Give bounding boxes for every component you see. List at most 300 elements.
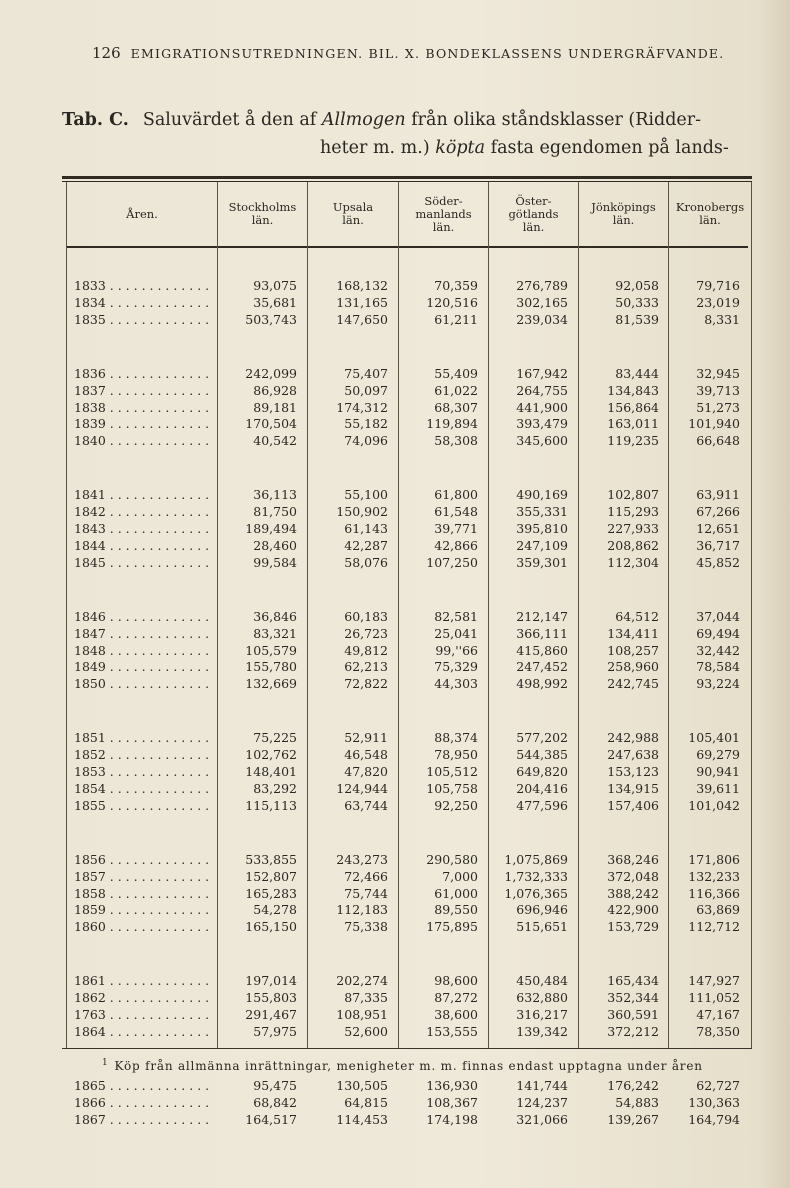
leader-dots: . . . . . . . . . . . . . — [105, 764, 210, 779]
cell-jonkopings: 134,411 — [607, 625, 659, 641]
leader-dots: . . . . . . . . . . . . . — [105, 919, 210, 935]
cell-jonkopings: 81,539 — [615, 311, 659, 327]
cell-ostergotlands: 490,169 — [516, 487, 568, 503]
cell-jonkopings: 92,058 — [615, 278, 659, 293]
year-label: 1862 — [74, 990, 106, 1006]
cell-stockholms: 68,842 — [253, 1094, 297, 1110]
row-year — [74, 609, 214, 624]
column-header-year: Åren. — [126, 206, 158, 221]
cell-jonkopings: 360,591 — [607, 1007, 659, 1022]
cell-upsala: 243,273 — [336, 851, 388, 867]
leader-dots: . . . . . . . . . . . . . — [105, 1023, 210, 1039]
cell-jonkopings: 115,293 — [607, 504, 659, 520]
cell-jonkopings: 50,333 — [615, 294, 659, 310]
cell-stockholms: 115,113 — [245, 797, 297, 813]
row-year — [74, 312, 214, 327]
cell-sodermanlands: 175,895 — [426, 919, 478, 935]
row-year — [74, 781, 214, 796]
cell-kronobergs: 101,940 — [688, 416, 740, 432]
leader-dots: . . . . . . . . . . . . . — [105, 747, 210, 763]
leader-dots: . . . . . . . . . . . . . — [105, 537, 210, 553]
cell-jonkopings: 134,915 — [607, 780, 659, 796]
cell-sodermanlands: 68,307 — [434, 399, 478, 415]
cell-stockholms: 165,150 — [245, 919, 297, 935]
cell-upsala: 49,812 — [344, 642, 388, 658]
caption-line2-end: fasta egendomen på lands- — [485, 138, 729, 158]
cell-ostergotlands: 316,217 — [516, 1007, 568, 1022]
year-label: 1856 — [74, 851, 106, 867]
cell-stockholms: 148,401 — [245, 764, 297, 779]
cell-ostergotlands: 321,066 — [516, 1111, 568, 1127]
cell-jonkopings: 83,444 — [615, 365, 659, 381]
year-label: 1851 — [74, 730, 106, 746]
cell-jonkopings: 119,235 — [607, 433, 659, 449]
year-label: 1844 — [74, 537, 106, 553]
table-bottom-rule — [62, 1048, 752, 1049]
leader-dots: . . . . . . . . . . . . . — [105, 885, 210, 901]
cell-stockholms: 152,807 — [245, 868, 297, 884]
row-year — [74, 521, 214, 536]
leader-dots: . . . . . . . . . . . . . — [105, 990, 210, 1006]
row-year — [74, 555, 214, 570]
cell-sodermanlands: 120,516 — [426, 294, 478, 310]
row-year — [74, 747, 214, 762]
leader-dots: . . . . . . . . . . . . . — [105, 365, 210, 381]
cell-ostergotlands: 1,075,869 — [504, 851, 568, 867]
cell-kronobergs: 93,224 — [696, 676, 740, 692]
cell-upsala: 108,951 — [336, 1007, 388, 1022]
leader-dots: . . . . . . . . . . . . . — [105, 1094, 210, 1110]
footnote — [102, 1058, 762, 1073]
cell-sodermanlands: 119,894 — [426, 416, 478, 432]
cell-sodermanlands: 99,''66 — [435, 642, 478, 658]
cell-ostergotlands: 167,942 — [516, 365, 568, 381]
year-label: 1857 — [74, 868, 106, 884]
cell-stockholms: 81,750 — [253, 504, 297, 520]
row-year — [74, 400, 214, 415]
cell-jonkopings: 388,242 — [607, 885, 659, 901]
column-header-kronobergs: Kronobergs län. — [675, 200, 745, 227]
caption-line2 — [62, 134, 754, 162]
cell-upsala: 75,338 — [344, 919, 388, 935]
cell-jonkopings: 227,933 — [607, 521, 659, 536]
cell-ostergotlands: 515,651 — [516, 919, 568, 935]
leader-dots: . . . . . . . . . . . . . — [105, 554, 210, 570]
cell-upsala: 63,744 — [344, 797, 388, 813]
row-year — [74, 295, 214, 310]
row-year — [74, 487, 214, 502]
year-label: 1842 — [74, 504, 106, 520]
cell-kronobergs: 111,052 — [688, 990, 740, 1006]
cell-stockholms: 197,014 — [245, 973, 297, 989]
cell-upsala: 55,100 — [344, 487, 388, 503]
cell-ostergotlands: 415,860 — [516, 642, 568, 658]
cell-stockholms: 155,780 — [245, 659, 297, 675]
row-year — [74, 1112, 214, 1127]
cell-kronobergs: 47,167 — [696, 1007, 740, 1022]
footnote-text: Köp från allmänna inrättningar, menigheter m. m. finnas endast upptagna under åren — [114, 1059, 703, 1073]
running-head — [92, 44, 752, 62]
cell-jonkopings: 422,900 — [607, 902, 659, 918]
column-divider — [751, 182, 752, 1048]
cell-ostergotlands: 477,596 — [516, 797, 568, 813]
cell-kronobergs: 147,927 — [688, 973, 740, 989]
cell-sodermanlands: 153,555 — [426, 1023, 478, 1039]
cell-stockholms: 95,475 — [253, 1077, 297, 1093]
cell-sodermanlands: 87,272 — [434, 990, 478, 1006]
leader-dots: . . . . . . . . . . . . . — [105, 278, 210, 293]
year-label: 1858 — [74, 885, 106, 901]
year-label: 1849 — [74, 659, 106, 675]
cell-upsala: 174,312 — [336, 399, 388, 415]
leader-dots: . . . . . . . . . . . . . — [105, 294, 210, 310]
year-label: 1840 — [74, 433, 106, 449]
row-year — [74, 886, 214, 901]
year-label: 1861 — [74, 973, 106, 989]
cell-kronobergs: 112,712 — [688, 919, 740, 935]
cell-kronobergs: 32,945 — [696, 365, 740, 381]
cell-ostergotlands: 544,385 — [516, 747, 568, 763]
row-year — [74, 626, 214, 641]
cell-kronobergs: 63,911 — [696, 487, 740, 503]
cell-sodermanlands: 98,600 — [434, 973, 478, 989]
cell-stockholms: 533,855 — [245, 851, 297, 867]
cell-stockholms: 83,321 — [253, 625, 297, 641]
column-header-stockholms: Stockholms län. — [228, 200, 297, 227]
column-header-sodermanlands: Söder- manlands län. — [415, 193, 472, 234]
row-year — [74, 416, 214, 431]
row-year — [74, 538, 214, 553]
cell-kronobergs: 51,273 — [696, 399, 740, 415]
column-header-ostergotlands: Öster- götlands län. — [508, 193, 559, 234]
cell-ostergotlands: 204,416 — [516, 780, 568, 796]
cell-sodermanlands: 58,308 — [434, 433, 478, 449]
caption-italic-allmogen: Allmogen — [321, 110, 406, 130]
cell-kronobergs: 90,941 — [696, 764, 740, 779]
cell-sodermanlands: 44,303 — [434, 676, 478, 692]
cell-sodermanlands: 42,866 — [434, 537, 478, 553]
row-year — [74, 973, 214, 988]
cell-stockholms: 132,669 — [245, 676, 297, 692]
cell-upsala: 61,143 — [344, 521, 388, 536]
leader-dots: . . . . . . . . . . . . . — [105, 868, 210, 884]
cell-kronobergs: 37,044 — [696, 608, 740, 624]
cell-sodermanlands: 107,250 — [426, 554, 478, 570]
cell-jonkopings: 208,862 — [607, 537, 659, 553]
cell-upsala: 72,822 — [344, 676, 388, 692]
cell-ostergotlands: 366,111 — [516, 625, 568, 641]
cell-kronobergs: 101,042 — [688, 797, 740, 813]
cell-stockholms: 242,099 — [245, 365, 297, 381]
leader-dots: . . . . . . . . . . . . . — [105, 1007, 210, 1022]
cell-sodermanlands: 39,771 — [434, 521, 478, 536]
year-label: 1860 — [74, 919, 106, 935]
table-top-rule — [62, 176, 752, 179]
cell-jonkopings: 258,960 — [607, 659, 659, 675]
cell-kronobergs: 69,279 — [696, 747, 740, 763]
cell-kronobergs: 45,852 — [696, 554, 740, 570]
cell-upsala: 147,650 — [336, 311, 388, 327]
cell-stockholms: 40,542 — [253, 433, 297, 449]
cell-stockholms: 57,975 — [253, 1023, 297, 1039]
cell-jonkopings: 372,212 — [607, 1023, 659, 1039]
cell-stockholms: 102,762 — [245, 747, 297, 763]
cell-ostergotlands: 577,202 — [516, 730, 568, 746]
year-label: 1836 — [74, 365, 106, 381]
cell-stockholms: 155,803 — [245, 990, 297, 1006]
year-label: 1835 — [74, 311, 106, 327]
cell-ostergotlands: 139,342 — [516, 1023, 568, 1039]
cell-kronobergs: 63,869 — [696, 902, 740, 918]
year-label: 1847 — [74, 625, 106, 641]
cell-kronobergs: 23,019 — [696, 294, 740, 310]
cell-sodermanlands: 61,800 — [434, 487, 478, 503]
cell-kronobergs: 36,717 — [696, 537, 740, 553]
year-label: 1838 — [74, 399, 106, 415]
cell-ostergotlands: 649,820 — [516, 764, 568, 779]
cell-sodermanlands: 7,000 — [442, 868, 478, 884]
leader-dots: . . . . . . . . . . . . . — [105, 433, 210, 449]
cell-ostergotlands: 632,880 — [516, 990, 568, 1006]
cell-jonkopings: 163,011 — [607, 416, 659, 432]
cell-stockholms: 93,075 — [253, 278, 297, 293]
cell-sodermanlands: 105,512 — [426, 764, 478, 779]
cell-sodermanlands: 70,359 — [434, 278, 478, 293]
cell-stockholms: 291,467 — [245, 1007, 297, 1022]
table-label: Tab. C. — [62, 110, 129, 130]
cell-sodermanlands: 78,950 — [434, 747, 478, 763]
year-label: 1859 — [74, 902, 106, 918]
caption-line2-start: heter m. m.) — [320, 138, 436, 158]
cell-jonkopings: 157,406 — [607, 797, 659, 813]
cell-upsala: 150,902 — [336, 504, 388, 520]
cell-kronobergs: 132,233 — [688, 868, 740, 884]
cell-ostergotlands: 302,165 — [516, 294, 568, 310]
cell-jonkopings: 372,048 — [607, 868, 659, 884]
cell-ostergotlands: 124,237 — [516, 1094, 568, 1110]
cell-jonkopings: 139,267 — [607, 1111, 659, 1127]
cell-kronobergs: 78,584 — [696, 659, 740, 675]
cell-upsala: 26,723 — [344, 625, 388, 641]
row-year — [74, 1024, 214, 1039]
cell-sodermanlands: 92,250 — [434, 797, 478, 813]
year-label: 1865 — [74, 1077, 106, 1093]
cell-jonkopings: 368,246 — [607, 851, 659, 867]
cell-stockholms: 105,579 — [245, 642, 297, 658]
cell-jonkopings: 102,807 — [607, 487, 659, 503]
row-year — [74, 919, 214, 934]
year-label: 1850 — [74, 676, 106, 692]
cell-ostergotlands: 247,109 — [516, 537, 568, 553]
cell-upsala: 62,213 — [344, 659, 388, 675]
cell-kronobergs: 12,651 — [696, 521, 740, 536]
cell-jonkopings: 108,257 — [607, 642, 659, 658]
row-year — [74, 659, 214, 674]
cell-sodermanlands: 82,581 — [434, 608, 478, 624]
leader-dots: . . . . . . . . . . . . . — [105, 416, 210, 432]
cell-kronobergs: 8,331 — [704, 311, 740, 327]
year-label: 1839 — [74, 416, 106, 432]
year-label: 1763 — [74, 1007, 106, 1022]
cell-stockholms: 165,283 — [245, 885, 297, 901]
page-number: 126 — [92, 44, 121, 62]
cell-ostergotlands: 498,992 — [516, 676, 568, 692]
cell-sodermanlands: 61,022 — [434, 382, 478, 398]
cell-upsala: 50,097 — [344, 382, 388, 398]
leader-dots: . . . . . . . . . . . . . — [105, 382, 210, 398]
cell-jonkopings: 54,883 — [615, 1094, 659, 1110]
cell-jonkopings: 242,988 — [607, 730, 659, 746]
row-year — [74, 852, 214, 867]
cell-upsala: 52,911 — [344, 730, 388, 746]
cell-upsala: 47,820 — [344, 764, 388, 779]
cell-upsala: 52,600 — [344, 1023, 388, 1039]
leader-dots: . . . . . . . . . . . . . — [105, 399, 210, 415]
leader-dots: . . . . . . . . . . . . . — [105, 1111, 210, 1127]
cell-stockholms: 164,517 — [245, 1111, 297, 1127]
cell-sodermanlands: 61,000 — [434, 885, 478, 901]
table-caption — [62, 106, 754, 162]
cell-sodermanlands: 89,550 — [434, 902, 478, 918]
cell-upsala: 55,182 — [344, 416, 388, 432]
cell-sodermanlands: 38,600 — [434, 1007, 478, 1022]
cell-stockholms: 170,504 — [245, 416, 297, 432]
cell-ostergotlands: 276,789 — [516, 278, 568, 293]
cell-upsala: 114,453 — [336, 1111, 388, 1127]
cell-stockholms: 28,460 — [253, 537, 297, 553]
cell-ostergotlands: 239,034 — [516, 311, 568, 327]
cell-kronobergs: 62,727 — [696, 1077, 740, 1093]
footnote-mark: 1 — [102, 1058, 109, 1068]
cell-upsala: 87,335 — [344, 990, 388, 1006]
cell-sodermanlands: 61,548 — [434, 504, 478, 520]
cell-stockholms: 86,928 — [253, 382, 297, 398]
row-year — [74, 278, 214, 293]
leader-dots: . . . . . . . . . . . . . — [105, 625, 210, 641]
cell-stockholms: 99,584 — [253, 554, 297, 570]
cell-jonkopings: 112,304 — [607, 554, 659, 570]
cell-upsala: 75,407 — [344, 365, 388, 381]
row-year — [74, 764, 214, 779]
year-label: 1833 — [74, 278, 106, 293]
year-label: 1866 — [74, 1094, 106, 1110]
cell-kronobergs: 171,806 — [688, 851, 740, 867]
leader-dots: . . . . . . . . . . . . . — [105, 780, 210, 796]
leader-dots: . . . . . . . . . . . . . — [105, 851, 210, 867]
row-year — [74, 990, 214, 1005]
cell-upsala: 202,274 — [336, 973, 388, 989]
cell-ostergotlands: 1,732,333 — [504, 868, 568, 884]
cell-upsala: 130,505 — [336, 1077, 388, 1093]
row-year — [74, 1095, 214, 1110]
year-label: 1853 — [74, 764, 106, 779]
cell-upsala: 112,183 — [336, 902, 388, 918]
cell-jonkopings: 64,512 — [615, 608, 659, 624]
cell-jonkopings: 153,729 — [607, 919, 659, 935]
cell-ostergotlands: 345,600 — [516, 433, 568, 449]
cell-sodermanlands: 55,409 — [434, 365, 478, 381]
cell-ostergotlands: 395,810 — [516, 521, 568, 536]
year-label: 1834 — [74, 294, 106, 310]
leader-dots: . . . . . . . . . . . . . — [105, 642, 210, 658]
cell-sodermanlands: 136,930 — [426, 1077, 478, 1093]
cell-jonkopings: 153,123 — [607, 764, 659, 779]
cell-kronobergs: 69,494 — [696, 625, 740, 641]
year-label: 1848 — [74, 642, 106, 658]
row-year — [74, 366, 214, 381]
cell-ostergotlands: 393,479 — [516, 416, 568, 432]
cell-jonkopings: 176,242 — [607, 1077, 659, 1093]
row-year — [74, 676, 214, 691]
cell-sodermanlands: 61,211 — [434, 311, 478, 327]
cell-sodermanlands: 108,367 — [426, 1094, 478, 1110]
cell-kronobergs: 105,401 — [688, 730, 740, 746]
cell-stockholms: 189,494 — [245, 521, 297, 536]
leader-dots: . . . . . . . . . . . . . — [105, 608, 210, 624]
cell-kronobergs: 32,442 — [696, 642, 740, 658]
leader-dots: . . . . . . . . . . . . . — [105, 521, 210, 536]
cell-kronobergs: 79,716 — [696, 278, 740, 293]
column-divider — [66, 182, 67, 1048]
cell-upsala: 64,815 — [344, 1094, 388, 1110]
cell-kronobergs: 66,648 — [696, 433, 740, 449]
row-year — [74, 383, 214, 398]
cell-ostergotlands: 141,744 — [516, 1077, 568, 1093]
cell-sodermanlands: 75,329 — [434, 659, 478, 675]
year-label: 1846 — [74, 608, 106, 624]
cell-kronobergs: 67,266 — [696, 504, 740, 520]
leader-dots: . . . . . . . . . . . . . — [105, 902, 210, 918]
leader-dots: . . . . . . . . . . . . . — [105, 1077, 210, 1093]
cell-ostergotlands: 441,900 — [516, 399, 568, 415]
cell-ostergotlands: 696,946 — [516, 902, 568, 918]
cell-upsala: 60,183 — [344, 608, 388, 624]
leader-dots: . . . . . . . . . . . . . — [105, 311, 210, 327]
column-header-jonkopings: Jönköpings län. — [591, 200, 656, 227]
cell-stockholms: 83,292 — [253, 780, 297, 796]
caption-italic-kopta: köpta — [435, 138, 486, 158]
cell-upsala: 131,165 — [336, 294, 388, 310]
row-year — [74, 1007, 214, 1022]
cell-kronobergs: 130,363 — [688, 1094, 740, 1110]
leader-dots: . . . . . . . . . . . . . — [105, 676, 210, 692]
cell-stockholms: 36,846 — [253, 608, 297, 624]
year-label: 1845 — [74, 554, 106, 570]
cell-stockholms: 75,225 — [253, 730, 297, 746]
leader-dots: . . . . . . . . . . . . . — [105, 659, 210, 675]
year-label: 1867 — [74, 1111, 106, 1127]
cell-stockholms: 89,181 — [253, 399, 297, 415]
cell-stockholms: 503,743 — [245, 311, 297, 327]
row-year — [74, 1078, 214, 1093]
year-label: 1841 — [74, 487, 106, 503]
cell-kronobergs: 116,366 — [688, 885, 740, 901]
caption-line1-end: från olika ståndsklasser (Ridder- — [405, 110, 702, 130]
cell-kronobergs: 39,713 — [696, 382, 740, 398]
cell-sodermanlands: 290,580 — [426, 851, 478, 867]
leader-dots: . . . . . . . . . . . . . — [105, 730, 210, 746]
cell-sodermanlands: 174,198 — [426, 1111, 478, 1127]
cell-ostergotlands: 450,484 — [516, 973, 568, 989]
cell-sodermanlands: 105,758 — [426, 780, 478, 796]
year-label: 1855 — [74, 797, 106, 813]
leader-dots: . . . . . . . . . . . . . — [105, 504, 210, 520]
running-head-text: EMIGRATIONSUTREDNINGEN. BIL. X. BONDEKLASSENS UNDERGRÄFVANDE. — [130, 46, 725, 61]
cell-upsala: 42,287 — [344, 537, 388, 553]
cell-kronobergs: 78,350 — [696, 1023, 740, 1039]
cell-upsala: 75,744 — [344, 885, 388, 901]
cell-jonkopings: 134,843 — [607, 382, 659, 398]
